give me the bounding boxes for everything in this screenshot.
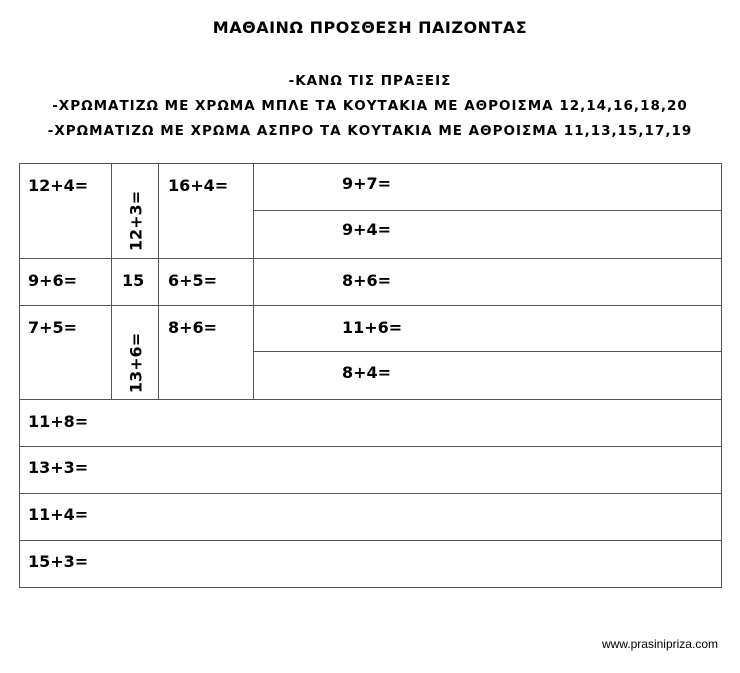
cell-label: 15 [122, 271, 145, 290]
cell-7-plus-5[interactable] [19, 305, 112, 400]
cell-9-plus-7[interactable] [253, 163, 722, 211]
cell-label: 6+5= [168, 271, 218, 290]
cell-label: 12+4= [28, 176, 89, 195]
cell-label: 7+5= [28, 318, 78, 337]
cell-label: 11+4= [28, 505, 89, 524]
cell-15[interactable] [111, 258, 159, 306]
instruction-2: -ΧΡΩΜΑΤΙΖΩ ΜΕ ΧΡΩΜΑ ΜΠΛΕ ΤΑ ΚΟΥΤΑΚΙΑ ΜΕ ΑΘΡΟΙΣΜΑ 12,14,16,18,20 [52, 98, 688, 114]
cell-label: 12+3= [126, 190, 146, 252]
cell-16-plus-4[interactable] [158, 163, 254, 259]
instruction-3: -ΧΡΩΜΑΤΙΖΩ ΜΕ ΧΡΩΜΑ ΑΣΠΡΟ ΤΑ ΚΟΥΤΑΚΙΑ ΜΕ ΑΘΡΟΙΣΜΑ 11,13,15,17,19 [47, 123, 693, 139]
cell-label: 9+4= [342, 220, 392, 239]
cell-8-plus-6-b[interactable] [158, 305, 254, 400]
cell-label: 11+6= [342, 318, 403, 337]
cell-11-plus-6[interactable] [253, 305, 722, 352]
cell-12-plus-3[interactable] [111, 163, 159, 259]
cell-label: 8+6= [342, 271, 392, 290]
cell-9-plus-6[interactable] [19, 258, 112, 306]
cell-label: 16+4= [168, 176, 229, 195]
cell-label: 15+3= [28, 552, 89, 571]
cell-label: 13+6= [126, 332, 146, 394]
cell-label: 11+8= [28, 412, 89, 431]
cell-12-plus-4[interactable] [19, 163, 112, 259]
cell-label: 9+7= [342, 174, 392, 193]
cell-11-plus-8[interactable] [19, 399, 722, 447]
cell-13-plus-3[interactable] [19, 446, 722, 494]
cell-label: 8+6= [168, 318, 218, 337]
cell-label: 8+4= [342, 363, 392, 382]
cell-8-plus-6-a[interactable] [253, 258, 722, 306]
cell-9-plus-4[interactable] [253, 210, 722, 259]
instruction-1: -ΚΑΝΩ ΤΙΣ ΠΡΑΞΕΙΣ [288, 73, 452, 89]
cell-13-plus-6[interactable] [111, 305, 159, 400]
footer-website: www.prasinipriza.com [601, 637, 718, 651]
cell-label: 9+6= [28, 271, 78, 290]
page-title: ΜΑΘΑΙΝΩ ΠΡΟΣΘΕΣΗ ΠΑΙΖΟΝΤΑΣ [212, 18, 528, 37]
cell-label: 13+3= [28, 458, 89, 477]
cell-6-plus-5[interactable] [158, 258, 254, 306]
cell-8-plus-4[interactable] [253, 351, 722, 400]
cell-15-plus-3[interactable] [19, 540, 722, 588]
cell-11-plus-4[interactable] [19, 493, 722, 541]
